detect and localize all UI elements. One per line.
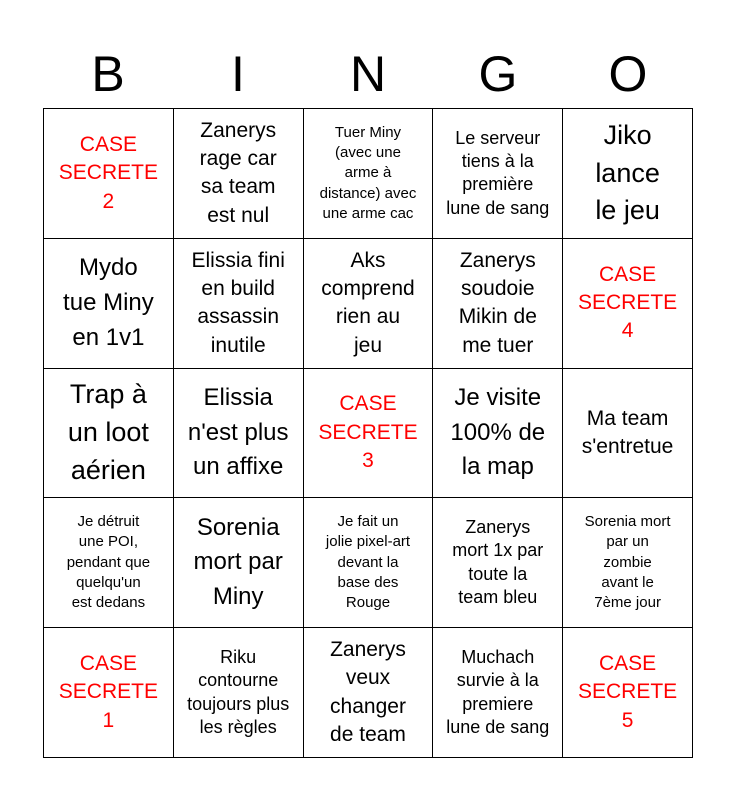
bingo-cell-r3c5[interactable] — [563, 369, 693, 499]
cell-text: CASE SECRETE 2 — [58, 132, 158, 213]
bingo-cell-r5c5[interactable] — [563, 628, 693, 758]
cell-text: Je fait un jolie pixel-art devant la base des Rouge — [325, 513, 411, 612]
cell-text: CASE SECRETE 5 — [578, 652, 678, 732]
bingo-cell-r2c4[interactable] — [433, 239, 563, 369]
header-letter-b: B — [91, 46, 125, 102]
cell-text: Aks comprend rien au jeu — [321, 248, 415, 357]
cell-text: Zanerys veux changer de team — [330, 637, 406, 746]
bingo-cell-r3c4[interactable] — [433, 369, 563, 499]
cell-text: Mydo tue Miny en 1v1 — [63, 254, 154, 351]
bingo-cell-r3c2[interactable] — [174, 369, 304, 499]
bingo-cell-r5c4[interactable] — [433, 628, 563, 758]
cell-text: Elissia fini en build assassin inutile — [191, 248, 285, 357]
cell-text: Je visite 100% de la map — [450, 383, 546, 481]
bingo-cell-r2c2[interactable] — [174, 239, 304, 369]
cell-text: Zanerys rage car sa team est nul — [199, 118, 277, 227]
cell-text: Trap à un loot aérien — [67, 379, 149, 485]
cell-text: Zanerys mort 1x par toute la team bleu — [452, 517, 544, 608]
cell-text: Zanerys soudoie Mikin de me tuer — [458, 248, 537, 357]
bingo-cell-r4c3[interactable] — [304, 498, 434, 628]
header-letter-o: O — [608, 46, 648, 102]
cell-text: Je détruit une POI, pendant que quelqu'un est dedans — [66, 513, 151, 612]
bingo-cell-r1c5[interactable] — [563, 109, 693, 239]
bingo-cell-r5c2[interactable] — [174, 628, 304, 758]
bingo-cell-r4c4[interactable] — [433, 498, 563, 628]
header-letter-n: N — [349, 46, 387, 102]
cell-text: Jiko lance le jeu — [595, 119, 660, 226]
cell-text: Riku contourne toujours plus les règles — [187, 646, 290, 737]
bingo-cell-r1c2[interactable] — [174, 109, 304, 239]
cell-text: Le serveur tiens à la première lune de sang — [446, 127, 550, 218]
bingo-cell-r4c2[interactable] — [174, 498, 304, 628]
bingo-grid — [43, 108, 693, 758]
bingo-cell-r4c1[interactable] — [44, 498, 174, 628]
cell-text: CASE SECRETE 1 — [58, 652, 158, 732]
bingo-cell-r3c1[interactable] — [44, 369, 174, 499]
cell-text: Tuer Miny (avec une arme à distance) avec une arme cac — [319, 123, 417, 222]
cell-text: Sorenia mort par Miny — [193, 513, 283, 611]
bingo-cell-r2c3[interactable] — [304, 239, 434, 369]
bingo-cell-r1c4[interactable] — [433, 109, 563, 239]
bingo-header — [43, 40, 693, 108]
cell-text: Sorenia mort par un zombie avant le 7ème jour — [584, 513, 671, 612]
header-letter-g: G — [478, 46, 518, 102]
bingo-cell-r5c3[interactable] — [304, 628, 434, 758]
cell-text: Elissia n'est plus un affixe — [187, 383, 289, 481]
cell-text: CASE SECRETE 3 — [318, 392, 418, 473]
bingo-cell-r2c1[interactable] — [44, 239, 174, 369]
bingo-cell-r3c3[interactable] — [304, 369, 434, 499]
bingo-cell-r4c5[interactable] — [563, 498, 693, 628]
cell-text: CASE SECRETE 4 — [578, 262, 678, 343]
cell-text: Ma team s'entretue — [581, 406, 674, 458]
header-letter-i: I — [231, 46, 245, 102]
bingo-cell-r5c1[interactable] — [44, 628, 174, 758]
bingo-cell-r2c5[interactable] — [563, 239, 693, 369]
bingo-cell-r1c1[interactable] — [44, 109, 174, 239]
bingo-cell-r1c3[interactable] — [304, 109, 434, 239]
cell-text: Muchach survie à la premiere lune de sang — [446, 646, 550, 737]
